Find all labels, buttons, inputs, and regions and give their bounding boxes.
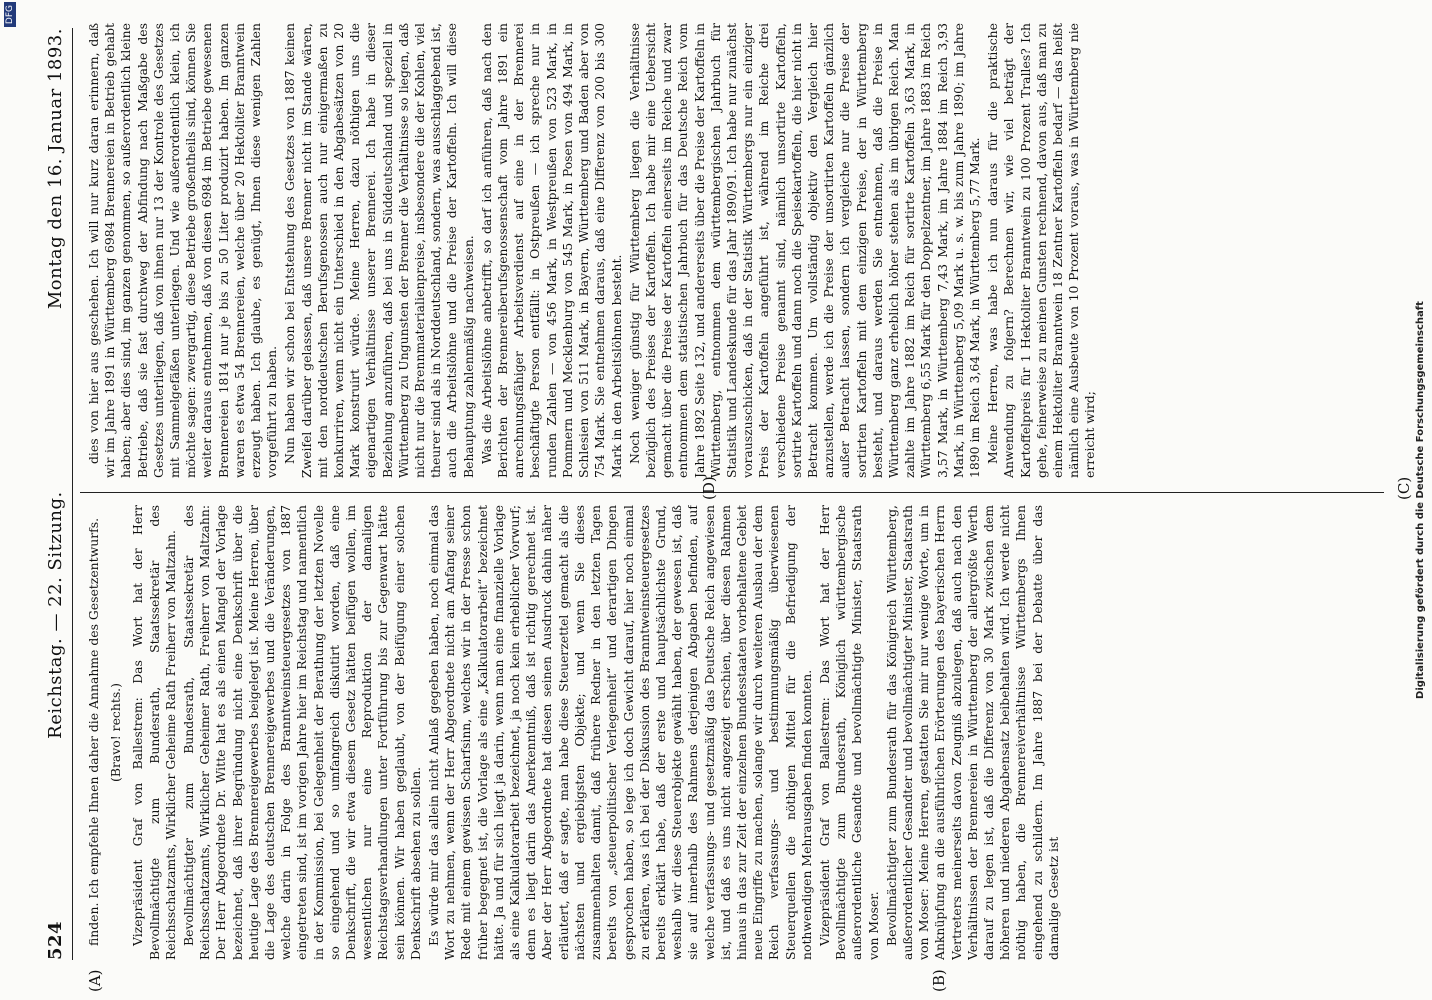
- paragraph: finden. Ich empfehle Ihnen daher die Annahme des Gesetzentwurfs.: [86, 517, 101, 946]
- digitization-credit: Digitalisierung gefördert durch die Deutsche Forschungsgemeinschaft: [1415, 301, 1426, 699]
- paragraph: Bevollmächtigter zum Bundesrath, Staatssekretär des Reichsschatzamts, Wirklicher Geheimer Rath, Freiherr von Maltzahn: Der Herr Abgeordnete Dr. Witte hat es als einen Mangel der Vorlage bezeichnet, daß ihrer Begründung nicht eine Denkschrift über die heutige Lage des Brennereigewerbes beigelegt ist. Meine Herren, über die Lage des deutschen Brennereigewerbes und die Veränderungen, welche darin in Folge des Branntweinsteuergesetzes von 1887 eingetreten sind, ist im vorigen Jahre hier im Reichstag und namentlich in der Kommission, bei Gelegenheit der Berathung der letzten Novelle so eingehend und so umfangreich diskutirt worden, daß eine Denkschrift, die wir etwa diesem Gesetz hätten beifügen wollen, im wesentlichen nur eine Reproduktion der damaligen Reichstagsverhandlungen unter Fortführung bis zur Gegenwart hätte sein können. Wir haben geglaubt, von der Beifügung einer solchen Denkschrift absehen zu sollen.: [181, 505, 423, 960]
- column-rule: [80, 492, 1384, 493]
- running-title: Reichstag. — 22. Sitzung.: [44, 491, 66, 739]
- applause-note: (Bravo! rechts.): [108, 683, 124, 782]
- paragraph: dies von hier aus geschehen. Ich will nur kurz daran erinnern, daß wir im Jahre 1891 in Württemberg 6984 Brennereien in Betrieb gehabt haben; aber dies sind, im ganzen genommen, so außerordentlich kleine Betriebe, daß sie fast durchweg der Abfindung nach Maßgabe des Gesetzes unterliegen, daß von ihnen nur 13 der Kontrole des Gesetzes mit Sammelgefäßen unterliegen. Und wie außerordentlich klein, ich möchte sagen: zwergartig, diese Betriebe großentheils sind, können Sie weiter daraus entnehmen, daß von diesen 6984 im Betriebe gewesenen Brennereien 1814 nur je bis zu 50 Liter produzirt haben. Im ganzen waren es etwa 54 Brennereien, welche über 20 Hektoliter Branntwein erzeugt haben. Ich glaube, es genügt, Ihnen diese wenigen Zahlen vorgeführt zu haben.: [86, 23, 280, 478]
- header-rule: [72, 28, 73, 960]
- paragraph: Noch weniger günstig für Württemberg liegen die Verhältnisse bezüglich des Preises der Kartoffeln. Ich habe mir eine Uebersicht gemacht über die Preise der Kartoffeln einerseits im Reiche und zwar entnommen dem statistischen Jahrbuch für das Deutsche Reich vom Jahre 1892 Seite 132, und andererseits über die Preise der Kartoffeln in Württemberg, entnommen dem württembergischen Jahrbuch für Statistik und Landeskunde für das Jahr 1890/91. Ich habe nur zunächst vorauszuschicken, daß in der Statistik Württembergs nur ein einziger Preis der Kartoffeln angeführt ist, während im Reiche drei verschiedene Preise genannt sind, nämlich unsortirte Kartoffeln, sortirte Kartoffeln und dann noch die Speisekartoffeln, die hier nicht in Betracht kommen. Um vollständig objektiv den Vergleich hier anzustellen, werde ich die Preise der unsortirten Kartoffeln gänzlich außer Betracht lassen, sondern ich vergleiche nur die Preise der sortirten Kartoffeln mit dem einzigen Preise, der in Württemberg besteht, und daraus werden Sie entnehmen, daß die Preise in Württemberg ganz erheblich höher stehen als im übrigen Reich. Man zahlte im Jahre 1882 im Reich für sortirte Kartoffeln 3,63 Mark, in Württemberg 6,55 Mark für den Doppelzentner, im Jahre 1883 im Reich 3,57 Mark, in Württemberg 7,43 Mark, im Jahre 1884 im Reich 3,93 Mark, in Württemberg 5,09 Mark u. s. w. bis zum Jahre 1890; im Jahre 1890 im Reich 3,64 Mark, in Württemberg 5,77 Mark.: [626, 23, 982, 478]
- paragraph: Vizepräsident Graf von Ballestrem: Das Wort hat der Herr Bevollmächtigte zum Bundesrath, Königlich württembergische außerordentliche Gesandte und bevollmächtigte Minister, Staatsrath von Moser.: [816, 505, 881, 960]
- paragraph: Bevollmächtigter zum Bundesrath für das Königreich Württemberg, außerordentlicher Gesandter und bevollmächtigter Minister, Staatsrath von Moser: Meine Herren, gestatten Sie mir nur wenige Worte, um in Anknüpfung an die ausführlichen Erörterungen des bayerischen Herrn Vertreters meinerseits davon Zeugniß abzulegen, daß auch nach den Verhältnissen der Brennereien in Württemberg der allergrößte Werth darauf zu legen ist, daß die Differenz von 30 Mark zwischen dem höheren und niederen Abgabensatz beibehalten wird. Ich werde nicht nöthig haben, die Brennereiverhältnisse Württembergs Ihnen eingehend zu schildern. Im Jahre 1887 bei der Debatte über das damalige Gesetz ist: [883, 505, 1061, 960]
- paragraph: Nun haben wir schon bei Entstehung des Gesetzes von 1887 keinen Zweifel darüber gelassen, daß unsere Brenner nicht im Stande wären, mit den norddeutschen Berufsgenossen auch nur einigermaßen zu konkurriren, wenn nicht ein Unterschied in den Abgabesätzen von 20 Mark konstruirt würde. Meine Herren, dazu nöthigen uns die eigenartigen Verhältnisse unserer Brennerei. Ich habe in dieser Beziehung anzuführen, daß bei uns in Süddeutschland und speziell in Württemberg zu Ungunsten der Brenner die Verhältnisse so liegen, daß nicht nur die Brennmaterialienpreise, insbesondere die der Kohlen, viel theurer sind als in Norddeutschland, sondern, was ausschlaggebend ist, auch die Arbeitslöhne und die Preise der Kartoffeln. Ich will diese Behauptung zahlenmäßig nachweisen.: [282, 23, 476, 478]
- left-column: [86, 505, 1388, 960]
- right-column: [86, 23, 1388, 478]
- page-number: 524: [44, 920, 66, 960]
- running-header: [42, 28, 68, 960]
- sitting-date: Montag den 16. Januar 1893.: [44, 28, 66, 310]
- paragraph: Vizepräsident Graf von Ballestrem: Das Wort hat der Herr Bevollmächtigte zum Bundesrath, Staatssekretär des Reichsschatzamts, Wirklicher Geheime Rath Freiherr von Maltzahn.: [130, 505, 178, 960]
- margin-mark-d: (D): [700, 476, 718, 500]
- paragraph: Es würde mir das allein nicht Anlaß gegeben haben, noch einmal das Wort zu nehmen, wenn der Herr Abgeordnete nicht am Anfang seiner Rede mit einem gewissen Scharfsinn, welches wir in der Presse schon früher begegnet ist, die Vorlage als eine „Kalkulatorarbeit“ bezeichnet hätte. Ja und für sich liegt ja darin, wenn man eine finanzielle Vorlage als eine Kalkulatorarbeit bezeichnet, ja noch kein erheblicher Vorwurf; denn es liegt darin das Anerkenntniß, daß ist richtig gerechnet ist. Aber der Herr Abgeordnete hat diesen seinen Ausdruck dahin näher erläutert, daß er sagte, man habe diese Steuerzettel gemacht als die nächsten und ergiebigsten Objekte; und wenn Sie dieses zusammenhalten damit, daß frühere Redner in den letzten Tagen bereits von „steuerpolitischer Verlegenheit“ und derartigen Dingen gesprochen haben, so lege ich doch Gewicht darauf, hier noch einmal zu erklären, was ich bei der Diskussion des Branntweinsteuergesetzes bereits erklärt habe, daß der erste und hauptsächlichste Grund, weshalb wir diese Steuerobjekte gewählt haben, der gewesen ist, daß sie auf innerhalb des Rahmens derjenigen Abgaben befinden, auf welche verfassungs- und gesetzmäßig das Deutsche Reich angewiesen ist, und daß es uns nicht angezeigt erschien, über diesen Rahmen hinaus in das zur Zeit der einzelnen Bundesstaaten vorbehaltene Gebiet neue Eingriffe zu machen, solange wir durch weiteren Ausbau der dem Reich verfassungs- und bestimmungsmäßig überwiesenen Steuerquellen die nöthigen Mittel für die Befriedigung der nothwendigen Mehrausgaben finden konnten.: [426, 505, 814, 960]
- margin-mark-c: (C): [1395, 476, 1413, 500]
- margin-mark-a: (A): [86, 969, 104, 992]
- paragraph: Meine Herren, was habe ich nun daraus für die praktische Anwendung zu folgern? Berechnen wir, wie viel beträgt der Kartoffelpreis für 1 Hektoliter Branntwein zu 100 Prozent Tralles? Ich gehe, feinerweise zu meinen Gunsten rechnend, davon aus, daß man zu einem Hektoliter Branntwein 18 Zentner Kartoffeln bedarf — das heißt nämlich eine Ausbeute von 10 Prozent voraus, was in Württemberg nie erreicht wird;: [985, 23, 1098, 478]
- paragraph: Was die Arbeitslöhne anbetrifft, so darf ich anführen, daß nach den Berichten der Brennereiberufsgenossenschaft vom Jahre 1891 ein anrechnungsfähiger Arbeitsverdienst auf eine in der Brennerei beschäftigte Person entfällt: in Ostpreußen — ich spreche nur in runden Zahlen — von 456 Mark, in Westpreußen von 523 Mark, in Pommern und Mecklenburg von 545 Mark, in Posen von 494 Mark, in Schlesien von 511 Mark, in Bayern, Württemberg und Baden aber von 754 Mark. Sie entnehmen daraus, daß eine Differenz von 200 bis 300 Mark in den Arbeitslöhnen besteht.: [478, 23, 624, 478]
- dfg-logo: DFG: [4, 2, 16, 27]
- margin-mark-b: (B): [930, 969, 948, 992]
